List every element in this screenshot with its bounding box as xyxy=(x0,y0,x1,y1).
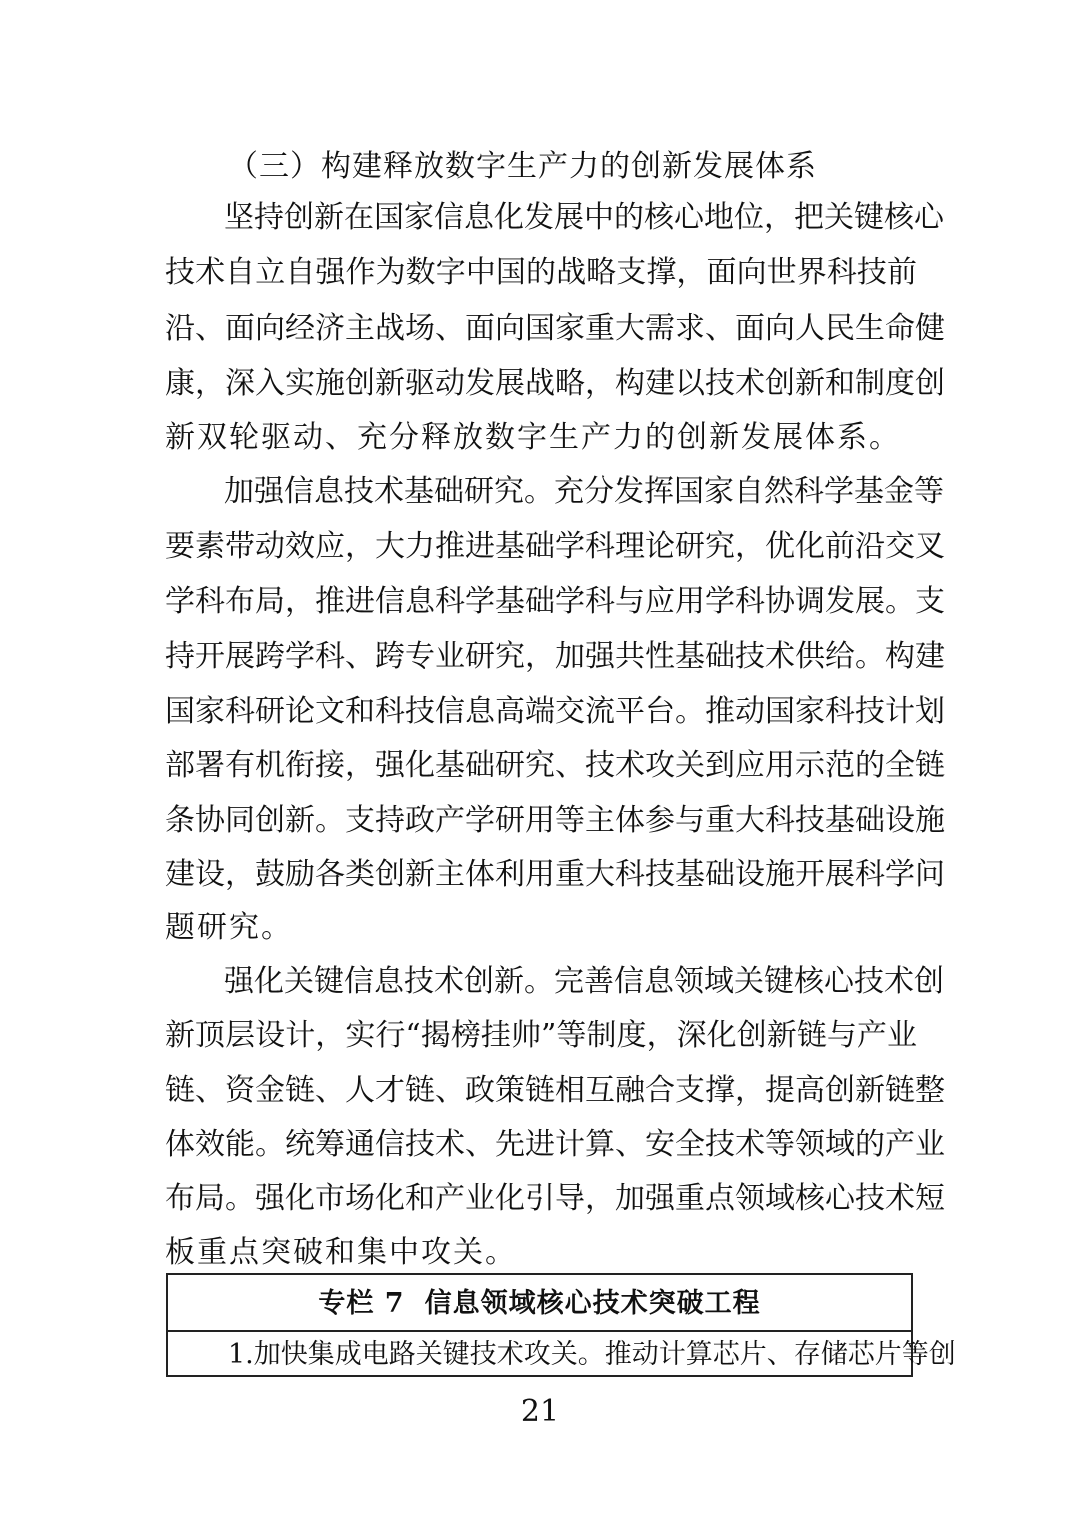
paragraph-2-line-6: 部署有机衔接，强化基础研究、技术攻关到应用示范的全链 xyxy=(165,748,945,783)
paragraph-2-line-4: 持开展跨学科、跨专业研究，加强共性基础技术供给。构建 xyxy=(165,639,945,674)
paragraph-1-line-2: 技术自立自强作为数字中国的战略支撑，面向世界科技前 xyxy=(165,255,917,290)
paragraph-3-line-5: 布局。强化市场化和产业化引导，加强重点领域核心技术短 xyxy=(165,1181,945,1216)
feature-column-first-line: 1.加快集成电路关键技术攻关。推动计算芯片、存储芯片等创 xyxy=(228,1339,956,1370)
feature-column-title xyxy=(168,1275,911,1332)
section-heading: （三）构建释放数字生产力的创新发展体系 xyxy=(228,149,817,184)
feature-column-number: 专栏 7 xyxy=(318,1288,405,1319)
feature-column-box xyxy=(166,1273,956,1377)
paragraph-1-line-1: 坚持创新在国家信息化发展中的核心地位，把关键核心 xyxy=(224,200,944,235)
page-number: 21 xyxy=(520,1394,560,1429)
paragraph-2-line-3: 学科布局，推进信息科学基础学科与应用学科协调发展。支 xyxy=(165,584,945,619)
paragraph-3-line-2: 新顶层设计，实行“揭榜挂帅”等制度，深化创新链与产业 xyxy=(165,1018,917,1053)
paragraph-3-line-6: 板重点突破和集中攻关。 xyxy=(165,1235,517,1270)
paragraph-1-line-4: 康，深入实施创新驱动发展战略，构建以技术创新和制度创 xyxy=(165,366,945,401)
paragraph-3-line-3: 链、资金链、人才链、政策链相互融合支撑，提高创新链整 xyxy=(165,1073,945,1108)
paragraph-2-line-5: 国家科研论文和科技信息高端交流平台。推动国家科技计划 xyxy=(165,694,945,729)
paragraph-2-line-7: 条协同创新。支持政产学研用等主体参与重大科技基础设施 xyxy=(165,803,945,838)
paragraph-2-line-2: 要素带动效应，大力推进基础学科理论研究，优化前沿交叉 xyxy=(165,529,945,564)
paragraph-1-line-3: 沿、面向经济主战场、面向国家重大需求、面向人民生命健 xyxy=(165,311,945,346)
feature-column-title-text: 信息领域核心技术突破工程 xyxy=(424,1288,761,1319)
paragraph-1-line-5: 新双轮驱动、充分释放数字生产力的创新发展体系。 xyxy=(165,420,901,455)
paragraph-2-line-1: 加强信息技术基础研究。充分发挥国家自然科学基金等 xyxy=(224,474,944,509)
paragraph-2-line-8: 建设，鼓励各类创新主体利用重大科技基础设施开展科学问 xyxy=(165,857,945,892)
paragraph-2-line-9: 题研究。 xyxy=(165,910,293,945)
paragraph-3-line-1: 强化关键信息技术创新。完善信息领域关键核心技术创 xyxy=(224,964,944,999)
paragraph-3-line-4: 体效能。统筹通信技术、先进计算、安全技术等领域的产业 xyxy=(165,1127,945,1162)
